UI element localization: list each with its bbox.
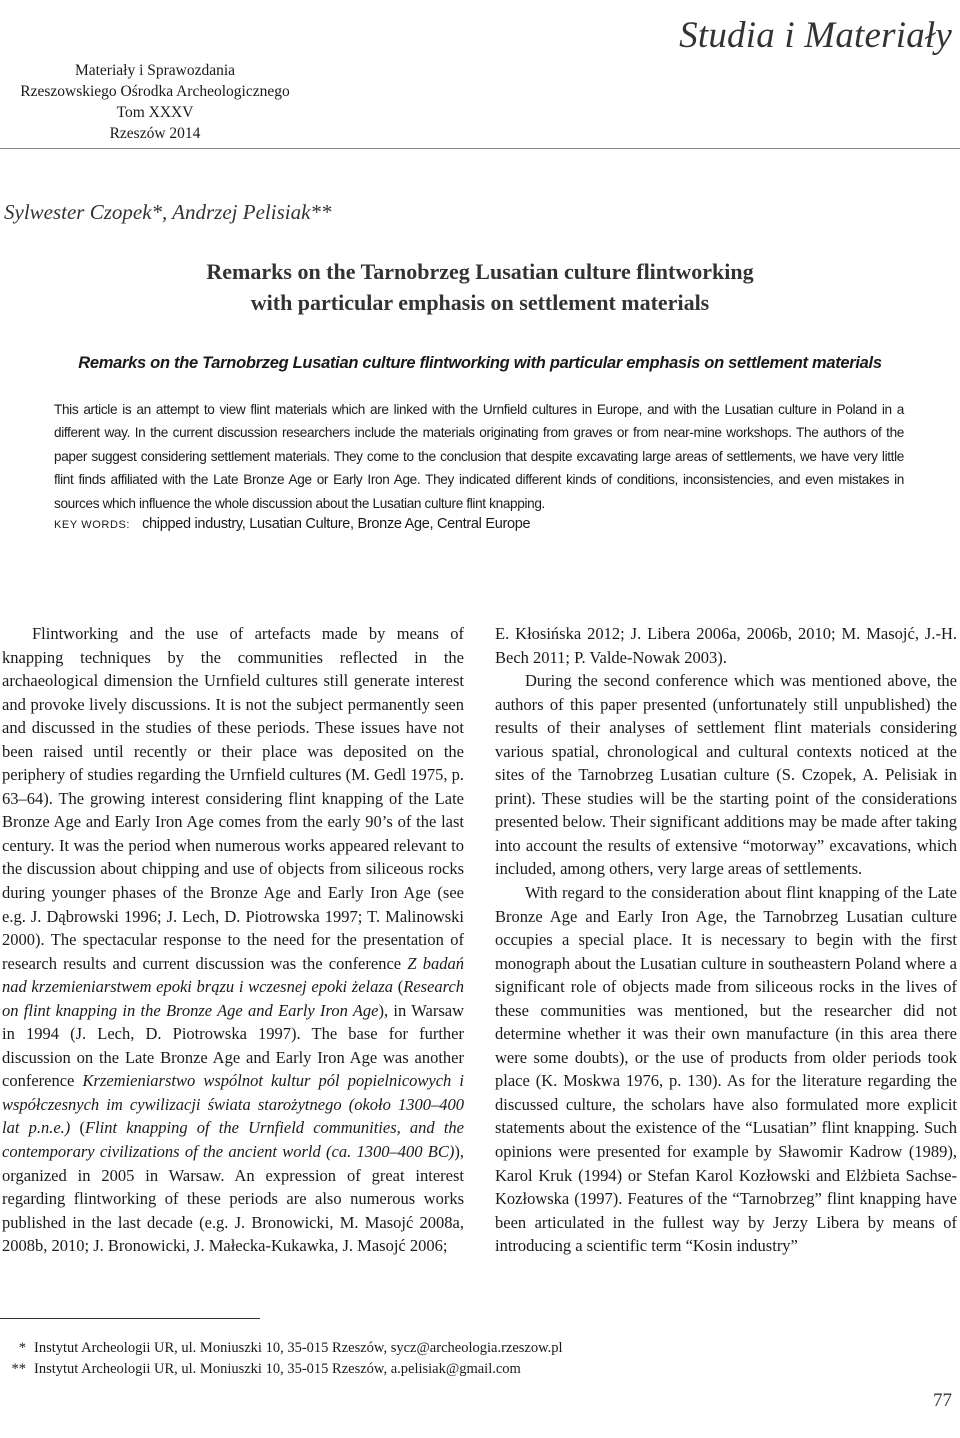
journal-volume: Tom XXXV	[116, 104, 194, 121]
footnote	[4, 1338, 904, 1359]
journal-publisher: Rzeszowskiego Ośrodka Archeologicznego	[20, 83, 290, 100]
article-title-line-1: Remarks on the Tarnobrzeg Lusatian culture flintworking	[206, 259, 754, 284]
keywords-list: chipped industry, Lusatian Culture, Bronze Age, Central Europe	[142, 516, 531, 532]
keywords-label: KEY WORDS:	[54, 519, 131, 531]
abstract-text: This article is an attempt to view flint materials which are linked with the Urnfield cultures in Europe, and with the Lusatian culture in Poland in a different way. In the current discussion researchers include the materials originating from graves or from near-mine workshops. The authors of the paper suggest considering settlement materials. They come to the conclusion that despite excavating large areas of settlements, we have very little flint finds affiliated with the Late Bronze Age or Early Iron Age. They indicated different kinds of conditions, inconsistencies, and even mistakes in sources which influence the whole discussion about the Lusatian culture flint knapping.	[54, 402, 904, 511]
footnotes	[4, 1338, 904, 1380]
journal-name: Materiały i Sprawozdania	[74, 62, 236, 79]
keywords	[54, 516, 904, 532]
footnote-mark: *	[18, 1340, 26, 1356]
article-authors: Sylwester Czopek*, Andrzej Pelisiak**	[4, 200, 332, 224]
article-title-line-2: with particular emphasis on settlement materials	[250, 290, 710, 315]
body-paragraph: Flintworking and the use of artefacts made by means of knapping techniques by the communities reflected in the archaeological dimension the Urnfield cultures still generate interest and provoke lively discussions. It is not the subject permanently seen and discussed in the studies of these periods. These issues have not been raised until recently or their place was deposited on the periphery of studies regarding the Urnfield cultures (M. Gedl 1975, p. 63–64). The growing interest considering flint knapping of the Late Bronze Age and Early Iron Age comes from the early 90’s of the last century. It was the period when numerous works appeared relevant to the discussion about chipping and use of objects from siliceous rocks during younger phases of the Bronze Age and Early Iron Age (see e.g. J. Dąbrowski 1996; J. Lech, D. Piotrowska 1997; T. Malinowski 2000). The spectacular response to the need for the presentation of research results and current discussion was the conference Z badań nad krzemieniarstwem epoki brązu i wczesnej epoki żelaza (Research on flint knapping in the Bronze Age and Early Iron Age), in Warsaw in 1994 (J. Lech, D. Piotrowska 1997). The base for further discussion on the Late Bronze Age and Early Iron Age was another conference Krzemieniarstwo wspólnot kultur pól popielnicowych i współczesnych im cywilizacji świata starożytnego (około 1300–400 lat p.n.e.) (Flint knapping of the Urnfield communities, and the contemporary civilizations of the ancient world (ca. 1300–400 BC)), organized in 2005 in Warsaw. An expression of great interest regarding flintworking of these periods are also numerous works published in the last decade (e.g. J. Bronowicki, M. Masojć 2008a, 2008b, 2010; J. Bronowicki, J. Małecka-Kukawka, J. Masojć 2006;	[2, 624, 465, 1256]
body-paragraph: During the second conference which was mentioned above, the authors of this paper presented (unfortunately still unpublished) the results of their analyses of settlement flint materials considering various spatial, chronological and cultural contexts noticed at the sites of the Tarnobrzeg Lusatian culture (S. Czopek, A. Pelisiak in print). These studies will be the starting point of the considerations presented below. Their significant additions may be made after taking into account the results of extensive “motorway” excavations, which included, among others, very large areas of settlements.	[495, 671, 957, 879]
body-paragraph: With regard to the consideration about flint knapping of the Late Bronze Age and Early Iron Age, the Tarnobrzeg Lusatian culture occupies a special place. It is necessary to begin with the first monograph about the Lusatian culture in southeastern Poland where a significant role of objects made from siliceous rocks in the lives of these communities was mentioned, but the researcher did not determine whether it was their own manufacture (in this area there were some doubts), or the use of products from older periods took place (K. Moskwa 1976, p. 130). As for the literature regarding the discussed culture, the scholars have also formulated more explicit statements about the existence of the “Lusatian” flint knapping. Such opinions were presented for example by Sławomir Kadrow (1989), Karol Kruk (1994) or Stefan Karol Kozłowski and Elżbieta Sachse-Kozłowska (1997). Features of the “Tarnobrzeg” flint knapping have been articulated in the fullest way by Jerzy Libera by means of introducing a scientific term “Kosin industry”	[495, 883, 957, 1256]
body-column-right	[495, 622, 957, 1258]
footnote-divider	[0, 1318, 260, 1319]
footnote-mark: **	[11, 1361, 26, 1377]
footnote-text: Instytut Archeologii UR, ul. Moniuszki 10, 35-015 Rzeszów, sycz@archeologia.rzeszow.pl	[34, 1340, 563, 1356]
body-paragraph: E. Kłosińska 2012; J. Libera 2006a, 2006b, 2010; M. Masojć, J.-H. Bech 2011; P. Valde-Nowak 2003).	[495, 624, 957, 667]
article-title	[0, 256, 960, 318]
series-title: Studia i Materiały	[679, 15, 952, 56]
body-column-left	[2, 622, 464, 1258]
footnote-text: Instytut Archeologii UR, ul. Moniuszki 10, 35-015 Rzeszów, a.pelisiak@gmail.com	[34, 1361, 521, 1377]
journal-place-year: Rzeszów 2014	[109, 125, 201, 142]
abstract-title: Remarks on the Tarnobrzeg Lusatian culture flintworking with particular emphasis on settlement materials	[78, 354, 882, 372]
page-number: 77	[933, 1390, 952, 1411]
journal-info	[0, 60, 310, 144]
header-divider	[0, 148, 960, 149]
footnote	[4, 1359, 904, 1380]
